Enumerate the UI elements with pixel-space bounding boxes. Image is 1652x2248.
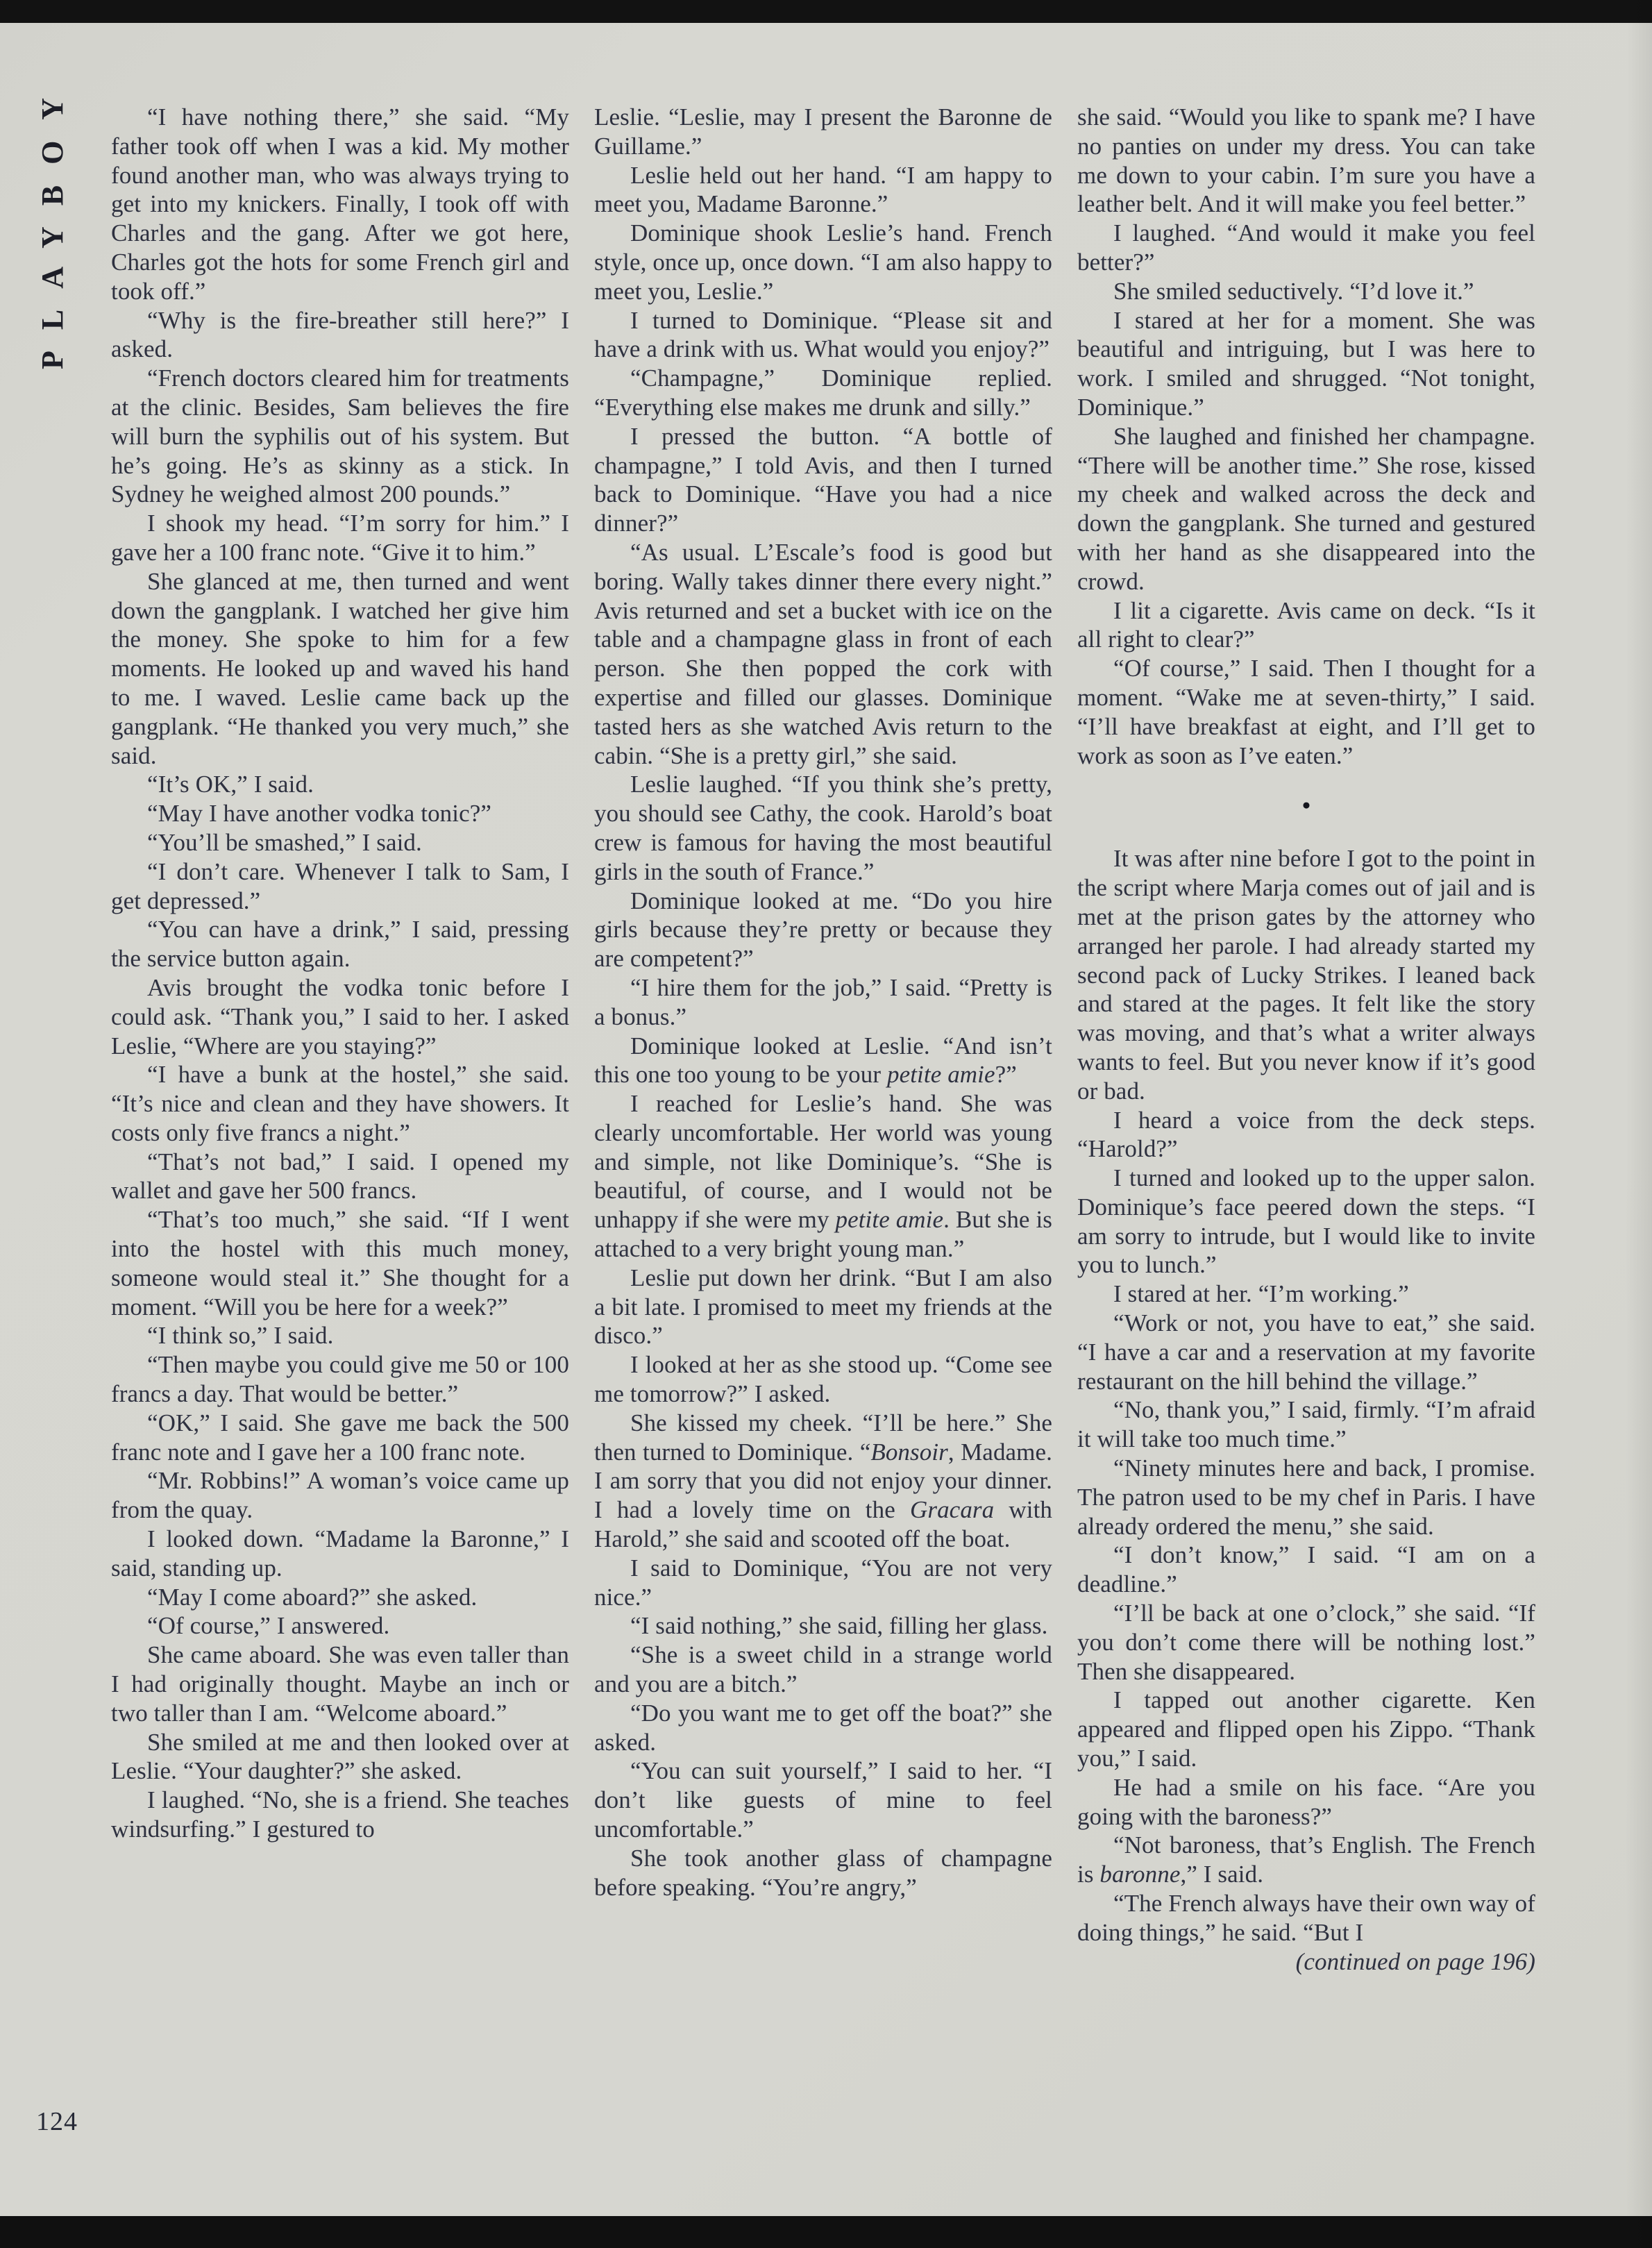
paragraph [1077,1164,1535,1280]
text-run: “I don’t know,” I said. “I am on a deadline.” [1077,1541,1535,1598]
paragraph [1077,1541,1535,1599]
paragraph [111,1611,569,1641]
paragraph [594,1350,1052,1409]
text-run: “I’ll be back at one o’clock,” she said. “If you don’t come there will be nothing lost.” Then she disappeared. [1077,1600,1535,1685]
text-run: “I hire them for the job,” I said. “Pretty is a bonus.” [594,973,1052,1030]
text-run: ,” I said. [1180,1861,1264,1888]
paragraph [594,306,1052,364]
text-run: “French doctors cleared him for treatments at the clinic. Besides, Sam believes the fire will burn the syphilis out of his system. But he’s going. He’s as skinny as a stick. In Sydney he weighed almost 200 pounds.” [111,364,569,508]
paragraph [594,1611,1052,1641]
paragraph [1077,1831,1535,1889]
text-run: “That’s too much,” she said. “If I went into the hostel with this much money, someone would steal it.” She thought for a moment. “Will you be here for a week?” [111,1206,569,1320]
paragraph [594,770,1052,886]
text-run: I looked at her as she stood up. “Come see me tomorrow?” I asked. [594,1351,1052,1408]
text-run: Leslie put down her drink. “But I am also a bit late. I promised to meet my friends at the disco.” [594,1264,1052,1350]
text-run: I heard a voice from the deck steps. “Harold?” [1077,1106,1535,1163]
paragraph [111,103,569,306]
paragraph [594,1641,1052,1699]
paragraph [1077,844,1535,1105]
text-run: “May I have another vodka tonic?” [147,800,491,828]
text-run: I laughed. “No, she is a friend. She teaches windsurfing.” I gestured to [111,1786,569,1843]
text-run: I pressed the button. “A bottle of champagne,” I told Avis, and then I turned back to Dominique. “Have you had a nice dinner?” [594,422,1052,537]
text-run: “Champagne,” Dominique replied. “Everything else makes me drunk and silly.” [594,364,1052,421]
paragraph [111,1148,569,1206]
paragraph [111,857,569,916]
paragraph [111,770,569,799]
page-number: 124 [36,2107,78,2136]
text-run: She laughed and finished her champagne. “There will be another time.” She rose, kissed my cheek and walked across the deck and down the gangplank. She turned and gestured with her hand as she disappeared into the crowd. [1077,422,1535,595]
article-body [111,103,1535,2168]
text-run: “I have nothing there,” she said. “My father took off when I was a kid. My mother found another man, who was always trying to get into my knickers. Finally, I took off with Charles and the gang. After we got here, Charles got the hots for some French girl and took off.” [111,103,569,305]
text-run: “You can suit yourself,” I said to her. “I don’t like guests of mine to feel uncomfortable.” [594,1757,1052,1843]
top-border [0,0,1652,23]
text-column-1 [111,103,569,2168]
paragraph [111,1728,569,1786]
text-run: ?” [995,1061,1017,1089]
paragraph [111,973,569,1060]
paragraph [594,887,1052,973]
paragraph [594,422,1052,538]
text-run: He had a smile on his face. “Are you going with the baroness?” [1077,1773,1535,1830]
text-run: “That’s not bad,” I said. I opened my wallet and gave her 500 francs. [111,1148,569,1205]
paragraph [111,1786,569,1844]
text-run: petite amie [887,1061,995,1089]
text-run: “You can have a drink,” I said, pressing the service button again. [111,916,569,973]
paragraph [111,1466,569,1525]
text-run: I stared at her for a moment. She was beautiful and intriguing, but I was here to work. I smiled and shrugged. “Not tonight, Dominique.” [1077,306,1535,421]
paragraph [594,1032,1052,1090]
paragraph [1077,422,1535,596]
paragraph [594,103,1052,161]
paragraph [1077,654,1535,770]
paragraph [1077,1889,1535,1947]
paragraph [1077,219,1535,277]
text-run: I shook my head. “I’m sorry for him.” I gave her a 100 franc note. “Give it to him.” [111,510,569,566]
text-run: . But she is attached to a very bright young man.” [594,1206,1052,1263]
text-run: She took another glass of champagne before speaking. “You’re angry,” [594,1844,1052,1901]
paragraph [1077,1599,1535,1686]
paragraph [594,1554,1052,1612]
text-run: Gracara [909,1496,995,1524]
text-run: Leslie. “Leslie, may I present the Baronne de Guillame.” [594,103,1052,160]
text-run: She glanced at me, then turned and went down the gangplank. I watched her give him the money. She spoke to him for a few moments. He looked up and waved his hand to me. I waved. Leslie came back up the gangplank. “He thanked you very much,” she said. [111,567,569,769]
paragraph [111,1641,569,1727]
paragraph [594,364,1052,422]
text-run: “Do you want me to get off the boat?” she asked. [594,1699,1052,1756]
text-run: She smiled at me and then looked over at Leslie. “Your daughter?” she asked. [111,1728,569,1785]
paragraph [111,509,569,567]
text-run: “Why is the fire-breather still here?” I asked. [111,306,569,363]
paragraph [111,364,569,509]
text-run: I lit a cigarette. Avis came on deck. “Is it all right to clear?” [1077,596,1535,653]
paragraph [594,161,1052,219]
paragraph [1077,103,1535,219]
text-run: Avis brought the vodka tonic before I could ask. “Thank you,” I said to her. I asked Leslie, “Where are you staying?” [111,973,569,1059]
text-run: I tapped out another cigarette. Ken appeared and flipped open his Zippo. “Thank you,” I said. [1077,1686,1535,1772]
paragraph [594,973,1052,1032]
paragraph [111,1525,569,1583]
text-run: I reached for Leslie’s hand. She was clearly uncomfortable. Her world was young and simple, not like Dominique’s. “She is beautiful, of course, and I would not be unhappy if she were my [594,1090,1052,1234]
paragraph [1077,596,1535,655]
paragraph [594,1264,1052,1350]
paragraph [111,1060,569,1147]
text-run: She kissed my cheek. “I’ll be here.” She then turned to Dominique. “ [594,1409,1052,1466]
text-run: “As usual. L’Escale’s food is good but boring. Wally takes dinner there every night.” Avis returned and set a bucket with ice on the table and a champagne glass in front of each person. She then popped the cork with expertise and filled our glasses. Dominique tasted hers as she watched Avis return to the cabin. “She is a pretty girl,” she said. [594,538,1052,769]
text-run: “Of course,” I said. Then I thought for a moment. “Wake me at seven-thirty,” I said. “I’ll have breakfast at eight, and I’ll get to work as soon as I’ve eaten.” [1077,655,1535,769]
paragraph [594,1844,1052,1902]
paragraph [1077,1106,1535,1164]
paragraph [1077,1686,1535,1772]
magazine-title-vertical: PLAYBOY [35,76,69,369]
paragraph [594,1409,1052,1554]
paragraph [594,1756,1052,1843]
paragraph [1077,1309,1535,1395]
text-run: she said. “Would you like to spank me? I have no panties on under my dress. You can take me down to your cabin. I’m sure you have a leather belt. And it will make you feel better.” [1077,103,1535,218]
text-run: “She is a sweet child in a strange world and you are a bitch.” [594,1641,1052,1698]
paragraph [594,219,1052,305]
text-run: petite amie [835,1206,944,1234]
text-run: Dominique shook Leslie’s hand. French style, once up, once down. “I am also happy to meet you, Leslie.” [594,219,1052,305]
text-run: (continued on page 196) [1295,1947,1535,1975]
text-run: with Harold,” she said and scooted off the boat. [594,1496,1052,1553]
text-run: “May I come aboard?” she asked. [147,1583,478,1611]
text-run: “Ninety minutes here and back, I promise. The patron used to be my chef in Paris. I have already ordered the menu,” she said. [1077,1454,1535,1540]
paragraph [111,1205,569,1321]
text-run: baronne [1099,1861,1181,1888]
paragraph [111,828,569,857]
text-run: Leslie laughed. “If you think she’s pretty, you should see Cathy, the cook. Harold’s boat crew is famous for having the most beautiful girls in the south of France.” [594,771,1052,885]
paragraph [1077,1280,1535,1309]
text-run: I looked down. “Madame la Baronne,” I said, standing up. [111,1525,569,1582]
paragraph [111,1583,569,1612]
paragraph [1077,277,1535,306]
paragraph [111,799,569,828]
text-run: “It’s OK,” I said. [147,771,314,798]
paragraph [111,306,569,364]
text-run: “Work or not, you have to eat,” she said. “I have a car and a reservation at my favorite restaurant on the hill behind the village.” [1077,1309,1535,1395]
paragraph [1077,1454,1535,1541]
text-run: “No, thank you,” I said, firmly. “I’m afraid it will take too much time.” [1077,1396,1535,1453]
text-run: “The French always have their own way of doing things,” he said. “But I [1077,1890,1535,1946]
text-run: I said to Dominique, “You are not very nice.” [594,1554,1052,1611]
paragraph [1077,1773,1535,1831]
text-column-3 [1077,103,1535,2168]
text-run: I laughed. “And would it make you feel better?” [1077,219,1535,276]
text-run: “Not baroness, that’s English. The French is [1077,1831,1535,1888]
text-run: Dominique looked at me. “Do you hire girls because they’re pretty or because they are competent?” [594,887,1052,973]
paragraph [111,1409,569,1467]
paragraph [594,538,1052,770]
text-run: “I don’t care. Whenever I talk to Sam, I get depressed.” [111,857,569,914]
text-run: Dominique looked at Leslie. “And isn’t this one too young to be your [594,1032,1052,1089]
text-run: It was after nine before I got to the point in the script where Marja comes out of jail and is met at the prison gates by the attorney who arranged her parole. I had already started my second pack of Lucky Strikes. I leaned back and stared at the pages. It felt like the story was moving, and that’s what a writer always wants to feel. But you never know if it’s good or bad. [1077,845,1535,1105]
text-run: I turned to Dominique. “Please sit and have a drink with us. What would you enjoy?” [594,306,1052,363]
text-run: Leslie held out her hand. “I am happy to meet you, Madame Baronne.” [594,161,1052,218]
page-edge-shading [1626,0,1652,2248]
text-run: She smiled seductively. “I’d love it.” [1113,277,1474,305]
text-run: “Mr. Robbins!” A woman’s voice came up from the quay. [111,1467,569,1524]
text-column-2 [594,103,1052,2168]
text-run: , Madame. I am sorry that you did not enjoy your dinner. I had a lovely time on the [594,1438,1052,1524]
text-run: She came aboard. She was even taller than I had originally thought. Maybe an inch or two taller than I am. “Welcome aboard.” [111,1641,569,1727]
paragraph [1077,306,1535,422]
text-run: “I have a bunk at the hostel,” she said. “It’s nice and clean and they have showers. It costs only five francs a night.” [111,1061,569,1146]
continued-notice [1077,1947,1535,1977]
bottom-border [0,2216,1652,2248]
paragraph [594,1699,1052,1757]
text-run: I stared at her. “I’m working.” [1113,1280,1409,1308]
text-run: “I think so,” I said. [147,1322,334,1350]
text-run: Bonsoir [870,1438,948,1466]
text-run: “Of course,” I answered. [147,1612,390,1640]
paragraph [111,915,569,973]
paragraph [1077,1395,1535,1454]
text-run: “I said nothing,” she said, filling her glass. [630,1612,1048,1640]
text-run: I turned and looked up to the upper salon. Dominique’s face peered down the steps. “I am sorry to intrude, but I would like to invite you to lunch.” [1077,1164,1535,1279]
text-run: “OK,” I said. She gave me back the 500 franc note and I gave her a 100 franc note. [111,1409,569,1466]
text-run: “Then maybe you could give me 50 or 100 francs a day. That would be better.” [111,1351,569,1408]
text-run: “You’ll be smashed,” I said. [147,828,422,856]
paragraph [111,567,569,771]
paragraph [111,1350,569,1409]
section-break-bullet: ● [1301,796,1311,814]
paragraph [594,1089,1052,1264]
paragraph [111,1321,569,1350]
